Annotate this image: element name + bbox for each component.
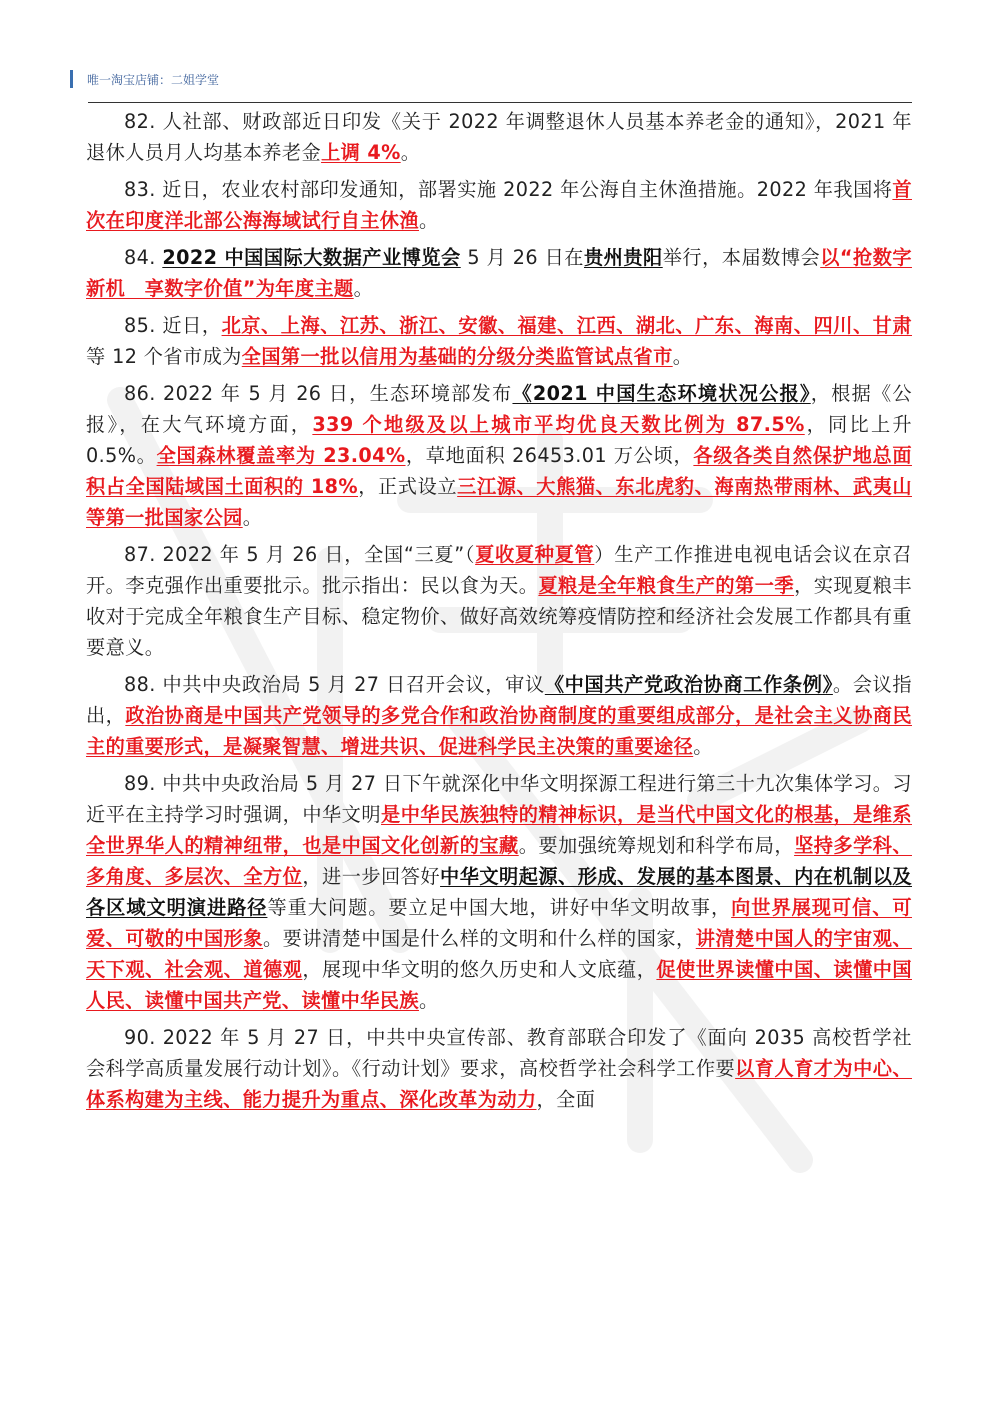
- highlighted-text: 339 个地级及以上城市平均优良天数比例为 87.5%: [312, 413, 805, 436]
- highlighted-text: 向世界展现可信、可爱、可敬的中国形象: [86, 896, 912, 950]
- body-text: ，根据《公报》，在大气环境方面，: [86, 382, 912, 436]
- body-text: 90. 2022 年 5 月 27 日，中共中央宣传部、教育部联合印发了《面向 2035 高校哲学社会科学高质量发展行动计划》。《行动计划》要求，高校哲学社会科学工作要: [86, 1026, 912, 1080]
- highlighted-text: 全国第一批以信用为基础的分级分类监管试点省市: [241, 345, 673, 368]
- highlighted-text: 三江源、大熊猫、东北虎豹、海南热带雨林、武夷山等第一批国家公园: [86, 475, 912, 529]
- highlighted-text: 以育人育才为中心、体系构建为主线、能力提升为重点、深化改革为动力: [86, 1057, 912, 1111]
- body-text: 。: [242, 506, 263, 529]
- body-text: 。要加强统筹规划和科学布局，: [518, 834, 795, 857]
- header-shop-label: 唯一淘宝店铺：二姐学堂: [87, 72, 220, 87]
- highlighted-text: 坚持多学科、多角度、多层次、全方位: [86, 834, 912, 888]
- body-text: 87. 2022 年 5 月 26 日，全国“三夏”（: [124, 543, 476, 566]
- body-text: ）生产工作推进电视电话会议在京召开。李克强作出重要批示。批示指出：民以食为天。: [86, 543, 912, 597]
- body-text: 。: [353, 277, 374, 300]
- body-text: 。: [419, 989, 439, 1012]
- highlighted-text: 是中华民族独特的精神标识，是当代中国文化的根基，是维系全世界华人的精神纽带，也是中国文化创新的宝藏: [86, 803, 912, 857]
- highlighted-text: 政治协商是中国共产党领导的多党合作和政治协商制度的重要组成部分，是社会主义协商民主的重要形式，是凝聚智慧、增进共识、促进科学民主决策的重要途径: [86, 704, 912, 758]
- body-text: ，全面: [536, 1088, 596, 1111]
- emphasized-text: 2022 中国国际大数据产业博览会: [162, 246, 461, 269]
- emphasized-text: 《2021 中国生态环境状况公报》: [512, 382, 811, 405]
- paragraph-83: [86, 174, 912, 236]
- highlighted-text: 促使世界读懂中国、读懂中国人民、读懂中国共产党、读懂中华民族: [86, 958, 912, 1012]
- body-text: 。: [672, 345, 693, 368]
- body-text: 5 月 26 日在: [460, 246, 584, 269]
- highlighted-text: 以“抢数字新机 享数字价值”为年度主题: [86, 246, 912, 300]
- emphasized-text: 贵州贵阳: [583, 246, 663, 269]
- body-text: 86. 2022 年 5 月 26 日，生态环境部发布: [124, 382, 513, 405]
- highlighted-text: 各级各类自然保护地总面积占全国陆域国土面积的 18%: [86, 444, 912, 498]
- body-text: 。: [419, 209, 439, 232]
- paragraph-89: [86, 768, 912, 1016]
- paragraph-82: [86, 106, 912, 168]
- body-text: 82. 人社部、财政部近日印发《关于 2022 年调整退休人员基本养老金的通知》，2021 年退休人员月人均基本养老金: [86, 110, 912, 164]
- body-text: 等 12 个省市成为: [86, 345, 242, 368]
- paragraph-88: [86, 669, 912, 762]
- body-text: 88. 中共中央政治局 5 月 27 日召开会议，审议: [124, 673, 545, 696]
- body-text: ，草地面积 26453.01 万公顷，: [405, 444, 694, 467]
- highlighted-text: 讲清楚中国人的宇宙观、天下观、社会观、道德观: [86, 927, 912, 981]
- highlighted-text: 夏粮是全年粮食生产的第一季: [538, 574, 795, 597]
- body-text: ，同比上升 0.5%。: [86, 413, 912, 467]
- body-text: ，实现夏粮丰收对于完成全年粮食生产目标、稳定物价、做好高效统筹疫情防控和经济社会发展工作都具有重要意义。: [86, 574, 912, 659]
- highlighted-text: 上调 4%: [321, 141, 401, 164]
- body-text: 。要讲清楚中国是什么样的文明和什么样的国家，: [263, 927, 696, 950]
- body-text: 等重大问题。要立足中国大地，讲好中华文明故事，: [267, 896, 732, 919]
- page-header: [70, 70, 219, 88]
- highlighted-text: 北京、上海、江苏、浙江、安徽、福建、江西、湖北、广东、海南、四川、甘肃: [221, 314, 913, 337]
- body-text: 85. 近日，: [124, 314, 222, 337]
- body-text: 84.: [124, 246, 163, 269]
- article-body: [86, 106, 912, 1121]
- body-text: 举行，本届数博会: [662, 246, 821, 269]
- header-divider: [88, 102, 912, 103]
- body-text: 。: [693, 735, 713, 758]
- body-text: ，正式设立: [358, 475, 458, 498]
- body-text: 83. 近日，农业农村部印发通知，部署实施 2022 年公海自主休渔措施。2022 年我国将: [124, 178, 893, 201]
- paragraph-86: [86, 378, 912, 533]
- paragraph-87: [86, 539, 912, 663]
- emphasized-text: 中华文明起源、形成、发展的基本图景、内在机制以及各区域文明演进路径: [86, 865, 912, 919]
- paragraph-84: [86, 242, 912, 304]
- emphasized-text: 《中国共产党政治协商工作条例》: [544, 673, 833, 696]
- body-text: 。: [400, 141, 421, 164]
- highlighted-text: 首次在印度洋北部公海海域试行自主休渔: [86, 178, 912, 232]
- highlighted-text: 全国森林覆盖率为 23.04%: [156, 444, 406, 467]
- header-accent-bar: [70, 70, 73, 88]
- body-text: 。会议指出，: [86, 673, 912, 727]
- body-text: 89. 中共中央政治局 5 月 27 日下午就深化中华文明探源工程进行第三十九次集体学习。习近平在主持学习时强调，中华文明: [86, 772, 912, 826]
- paragraph-90: [86, 1022, 912, 1115]
- paragraph-85: [86, 310, 912, 372]
- highlighted-text: 夏收夏种夏管: [475, 543, 595, 566]
- body-text: ，展现中华文明的悠久历史和人文底蕴，: [302, 958, 657, 981]
- body-text: ，进一步回答好: [302, 865, 441, 888]
